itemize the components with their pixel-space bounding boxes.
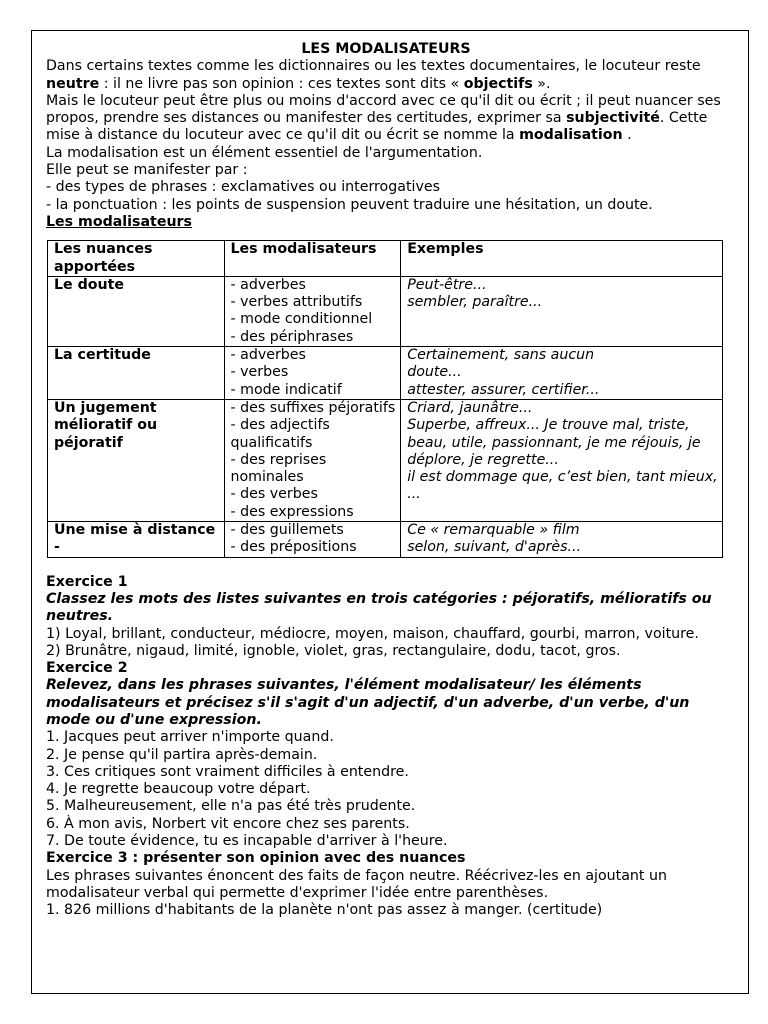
table-row <box>48 276 723 346</box>
table-row <box>48 399 723 521</box>
document-body <box>46 41 726 920</box>
section-heading: Les modalisateurs <box>46 213 192 230</box>
exercice-2-line: 3. Ces critiques sont vraiment difficiles à entendre. <box>46 763 409 780</box>
exercice-2-instruction: Relevez, dans les phrases suivantes, l'élément modalisateur/ les éléments modalisateurs et précisez s'il s'agit d'un adjectif, d'un adverbe, d'un verbe, d'un mode ou d'une expression. <box>46 677 690 728</box>
exercice-3-instruction: Les phrases suivantes énoncent des faits de façon neutre. Réécrivez-les en ajoutant un modalisateur verbal qui permette d'exprimer l'idée entre parenthèses. <box>46 867 667 901</box>
table-cell-modalisateurs: - adverbes - verbes - mode indicatif <box>224 347 401 400</box>
table-cell-modalisateurs: - des suffixes péjoratifs - des adjectifs qualificatifs - des reprises nominales - des verbes - des expressions <box>224 399 401 521</box>
exercice-2-line: 5. Malheureusement, elle n'a pas été très prudente. <box>46 798 416 815</box>
table-header-row <box>48 241 723 277</box>
table-header-nuances: Les nuances apportées <box>48 241 225 277</box>
table-cell-nuance: La certitude <box>48 347 225 400</box>
exercice-1 <box>46 574 726 660</box>
table-row <box>48 347 723 400</box>
table-header-exemples: Exemples <box>401 241 723 277</box>
exercice-2-line: 7. De toute évidence, tu es incapable d'arriver à l'heure. <box>46 833 448 850</box>
exercice-3 <box>46 850 726 919</box>
table-cell-exemples: Criard, jaunâtre... Superbe, affreux... Je trouve mal, triste, beau, utile, passionnant, je me réjouis, je déplore, je regrette... il est dommage que, c’est bien, tant mieux, ... <box>401 399 723 521</box>
table-cell-exemples: Ce « remarquable » film selon, suivant, d'après... <box>401 522 723 558</box>
table-cell-exemples: Peut-être... sembler, paraître... <box>401 276 723 346</box>
table-cell-modalisateurs: - adverbes - verbes attributifs - mode conditionnel - des périphrases <box>224 276 401 346</box>
table-row <box>48 522 723 558</box>
exercice-1-line: 2) Brunâtre, nigaud, limité, ignoble, violet, gras, rectangulaire, dodu, tacot, gros. <box>46 642 621 659</box>
table-cell-exemples: Certainement, sans aucun doute... attester, assurer, certifier... <box>401 347 723 400</box>
table-cell-nuance: Le doute <box>48 276 225 346</box>
table-header-modalisateurs: Les modalisateurs <box>224 241 401 277</box>
exercice-2 <box>46 660 726 850</box>
exercice-2-title: Exercice 2 <box>46 660 128 677</box>
exercice-2-line: 4. Je regrette beaucoup votre départ. <box>46 781 311 798</box>
intro-paragraph-1: Dans certains textes comme les dictionnaires ou les textes documentaires, le locuteur reste neutre : il ne livre pas son opinion : ces textes sont dits « objectifs ». <box>46 58 701 92</box>
intro-paragraph-3: La modalisation est un élément essentiel de l'argumentation. <box>46 144 483 161</box>
page-title: LES MODALISATEURS <box>301 41 471 57</box>
table-cell-modalisateurs: - des guillemets - des prépositions <box>224 522 401 558</box>
intro-paragraph-4: Elle peut se manifester par : <box>46 162 248 179</box>
exercice-2-line: 6. À mon avis, Norbert vit encore chez ses parents. <box>46 815 410 832</box>
intro-paragraph-2: Mais le locuteur peut être plus ou moins d'accord avec ce qu'il dit ou écrit ; il peut nuancer ses propos, prendre ses distances ou manifester des certitudes, exprimer sa subjectivité. Cette mise à distance du locuteur avec ce qu'il dit ou écrit se nomme la modalisation . <box>46 92 721 144</box>
modalisateurs-table <box>47 240 723 557</box>
exercice-1-instruction: Classez les mots des listes suivantes en trois catégories : péjoratifs, mélioratifs ou neutres. <box>46 590 712 625</box>
exercice-3-title: Exercice 3 : présenter son opinion avec des nuances <box>46 850 466 867</box>
exercice-3-line: 1. 826 millions d'habitants de la planète n'ont pas assez à manger. (certitude) <box>46 902 603 919</box>
exercice-1-line: 1) Loyal, brillant, conducteur, médiocre, moyen, maison, chauffard, gourbi, marron, voiture. <box>46 625 699 642</box>
table-cell-nuance: Un jugement mélioratif ou péjoratif <box>48 399 225 521</box>
exercice-2-line: 1. Jacques peut arriver n'importe quand. <box>46 729 334 746</box>
intro-list-item-2: - la ponctuation : les points de suspension peuvent traduire une hésitation, un doute. <box>46 196 653 213</box>
exercice-1-title: Exercice 1 <box>46 573 128 590</box>
exercice-2-line: 2. Je pense qu'il partira après-demain. <box>46 746 318 763</box>
table-cell-nuance: Une mise à distance - <box>48 522 225 558</box>
intro-list-item-1: - des types de phrases : exclamatives ou interrogatives <box>46 179 440 196</box>
